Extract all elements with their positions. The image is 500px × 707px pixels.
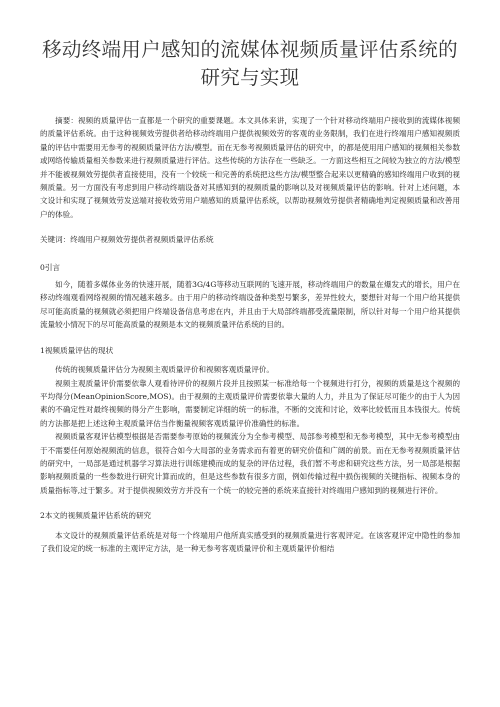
keywords: 关键词：终端用户视频效劳提供者视频质量评估系统	[40, 235, 214, 245]
title-line-2: 研究与实现	[200, 66, 300, 89]
section-heading-2: 2本文的视频质量评估系统的研究	[40, 511, 152, 521]
title-line-1: 移动终端用户感知的流媒体视频质量评估系统的	[42, 38, 458, 61]
section-heading-intro: 0引言	[40, 262, 61, 272]
section1-paragraph-1: 传统的视频质量评估分为视频主观质量评价和视频客观质量评价。	[55, 365, 274, 375]
section-heading-1: 1视频质量评估的现状	[40, 345, 114, 355]
intro-paragraph: 如今，随着多媒体业务的快速开展，随着3G/4G等移动互联网的飞速开展，移动终端用户的数量在爆发式的增长，用户在移动终端观看网络视频的情况越来越多。由于用户的移动终端设备种类型号繁多，差异性较大，要想针对每一个用户给其提供尽可能高质量的视频就必须把用户终端设备信息考虑在内，并且由于大局部终端都受流量限制，所以针对每一个用户给其提供流量较小情况下的尽可能高质量的视频是本文的视频质量评估系统的目的。	[40, 280, 460, 330]
section2-paragraph-1: 本文设计的视频质量评估系统是对每一个终端用户他所真实感受到的视频质量进行客观评定。在该客观评定中隐性的参加了我们设定的统一标准的主观评定方法，是一种无参考客观质量评价和主观质量评价相结	[40, 530, 460, 553]
abstract: 摘要：视频的质量评估一直都是一个研究的重要课题。本文具体来讲，实现了一个针对移动终端用户接收到的流媒体视频的质量评估系统。由于这种视频效劳提供者给移动终端用户提供视频效劳的客观的业务限制，我们在进行终端用户感知视频质量的评估中需要用无参考的视频质量评估方法/模型。而在无参考视频质量评估的研究中，的都是使用用户感知的视频相关参数或网络传输质量相关参数来进行视频质量进行评估。这些传统的方法存在一些缺乏。一方面这些相互之间较为独立的方法/模型并不能被视频效劳提供者直接使用，没有一个较统一和完善的系统把这些方法/模型整合起来以更精确的感知终端用户收到的视频质量。另一方面没有考虑到用户移动终端设备对其感知到的视频质量的影响以及对视频质量评估的影响。针对上述问题，本文设计和实现了视频效劳发送端对接收效劳用户端感知的质量评估系统，以帮助视频效劳提供者精确地判定视频质量和改善用户的体验。	[40, 116, 460, 219]
section1-paragraph-3: 视频质量客观评估模型根据是否需要参考原始的视频流分为全参考模型、局部参考模型和无参考模型，其中无参考模型由于不需要任何原始视频流的信息，很符合如今大局部的业务需求而有着更的研究价值和广阔的前景。而在无参考视频质量评估的研究中，一局部是通过机器学习算法进行训练建模而成的复杂的评估过程，我们暂不考虑和研究这些方法，另一局部是根据影响视频质量的一些参数进行研究计算而成的，但是这些参数有很多方面，例如传输过程中损伤视频的关键指标、视频本身的质量指标等,过于繁多。对于提供视频效劳方并没有一个统一的较完善的系统来直接针对终端用户感知到的视频进行评价。	[40, 432, 460, 495]
document-title	[40, 36, 460, 92]
section1-paragraph-2: 视频主观质量评价需要依靠人观看待评价的视频片段并且按照某一标准给每一个视频进行打分，视频的质量是这个视频的平均得分(MeanOpinionScore,MOS)。由于视频的主观质量评价需要依靠大量的人力，并且为了保证尽可能少的由于人为因素的不确定性对最终视频的得分产生影响，需要制定详细的统一的标准，不断的交流和讨论，效率比较低而且本钱很大。传统的方法都是把上述这种主观质量评估当作衡量视频客观质量评价准确性的标准。	[40, 378, 460, 428]
